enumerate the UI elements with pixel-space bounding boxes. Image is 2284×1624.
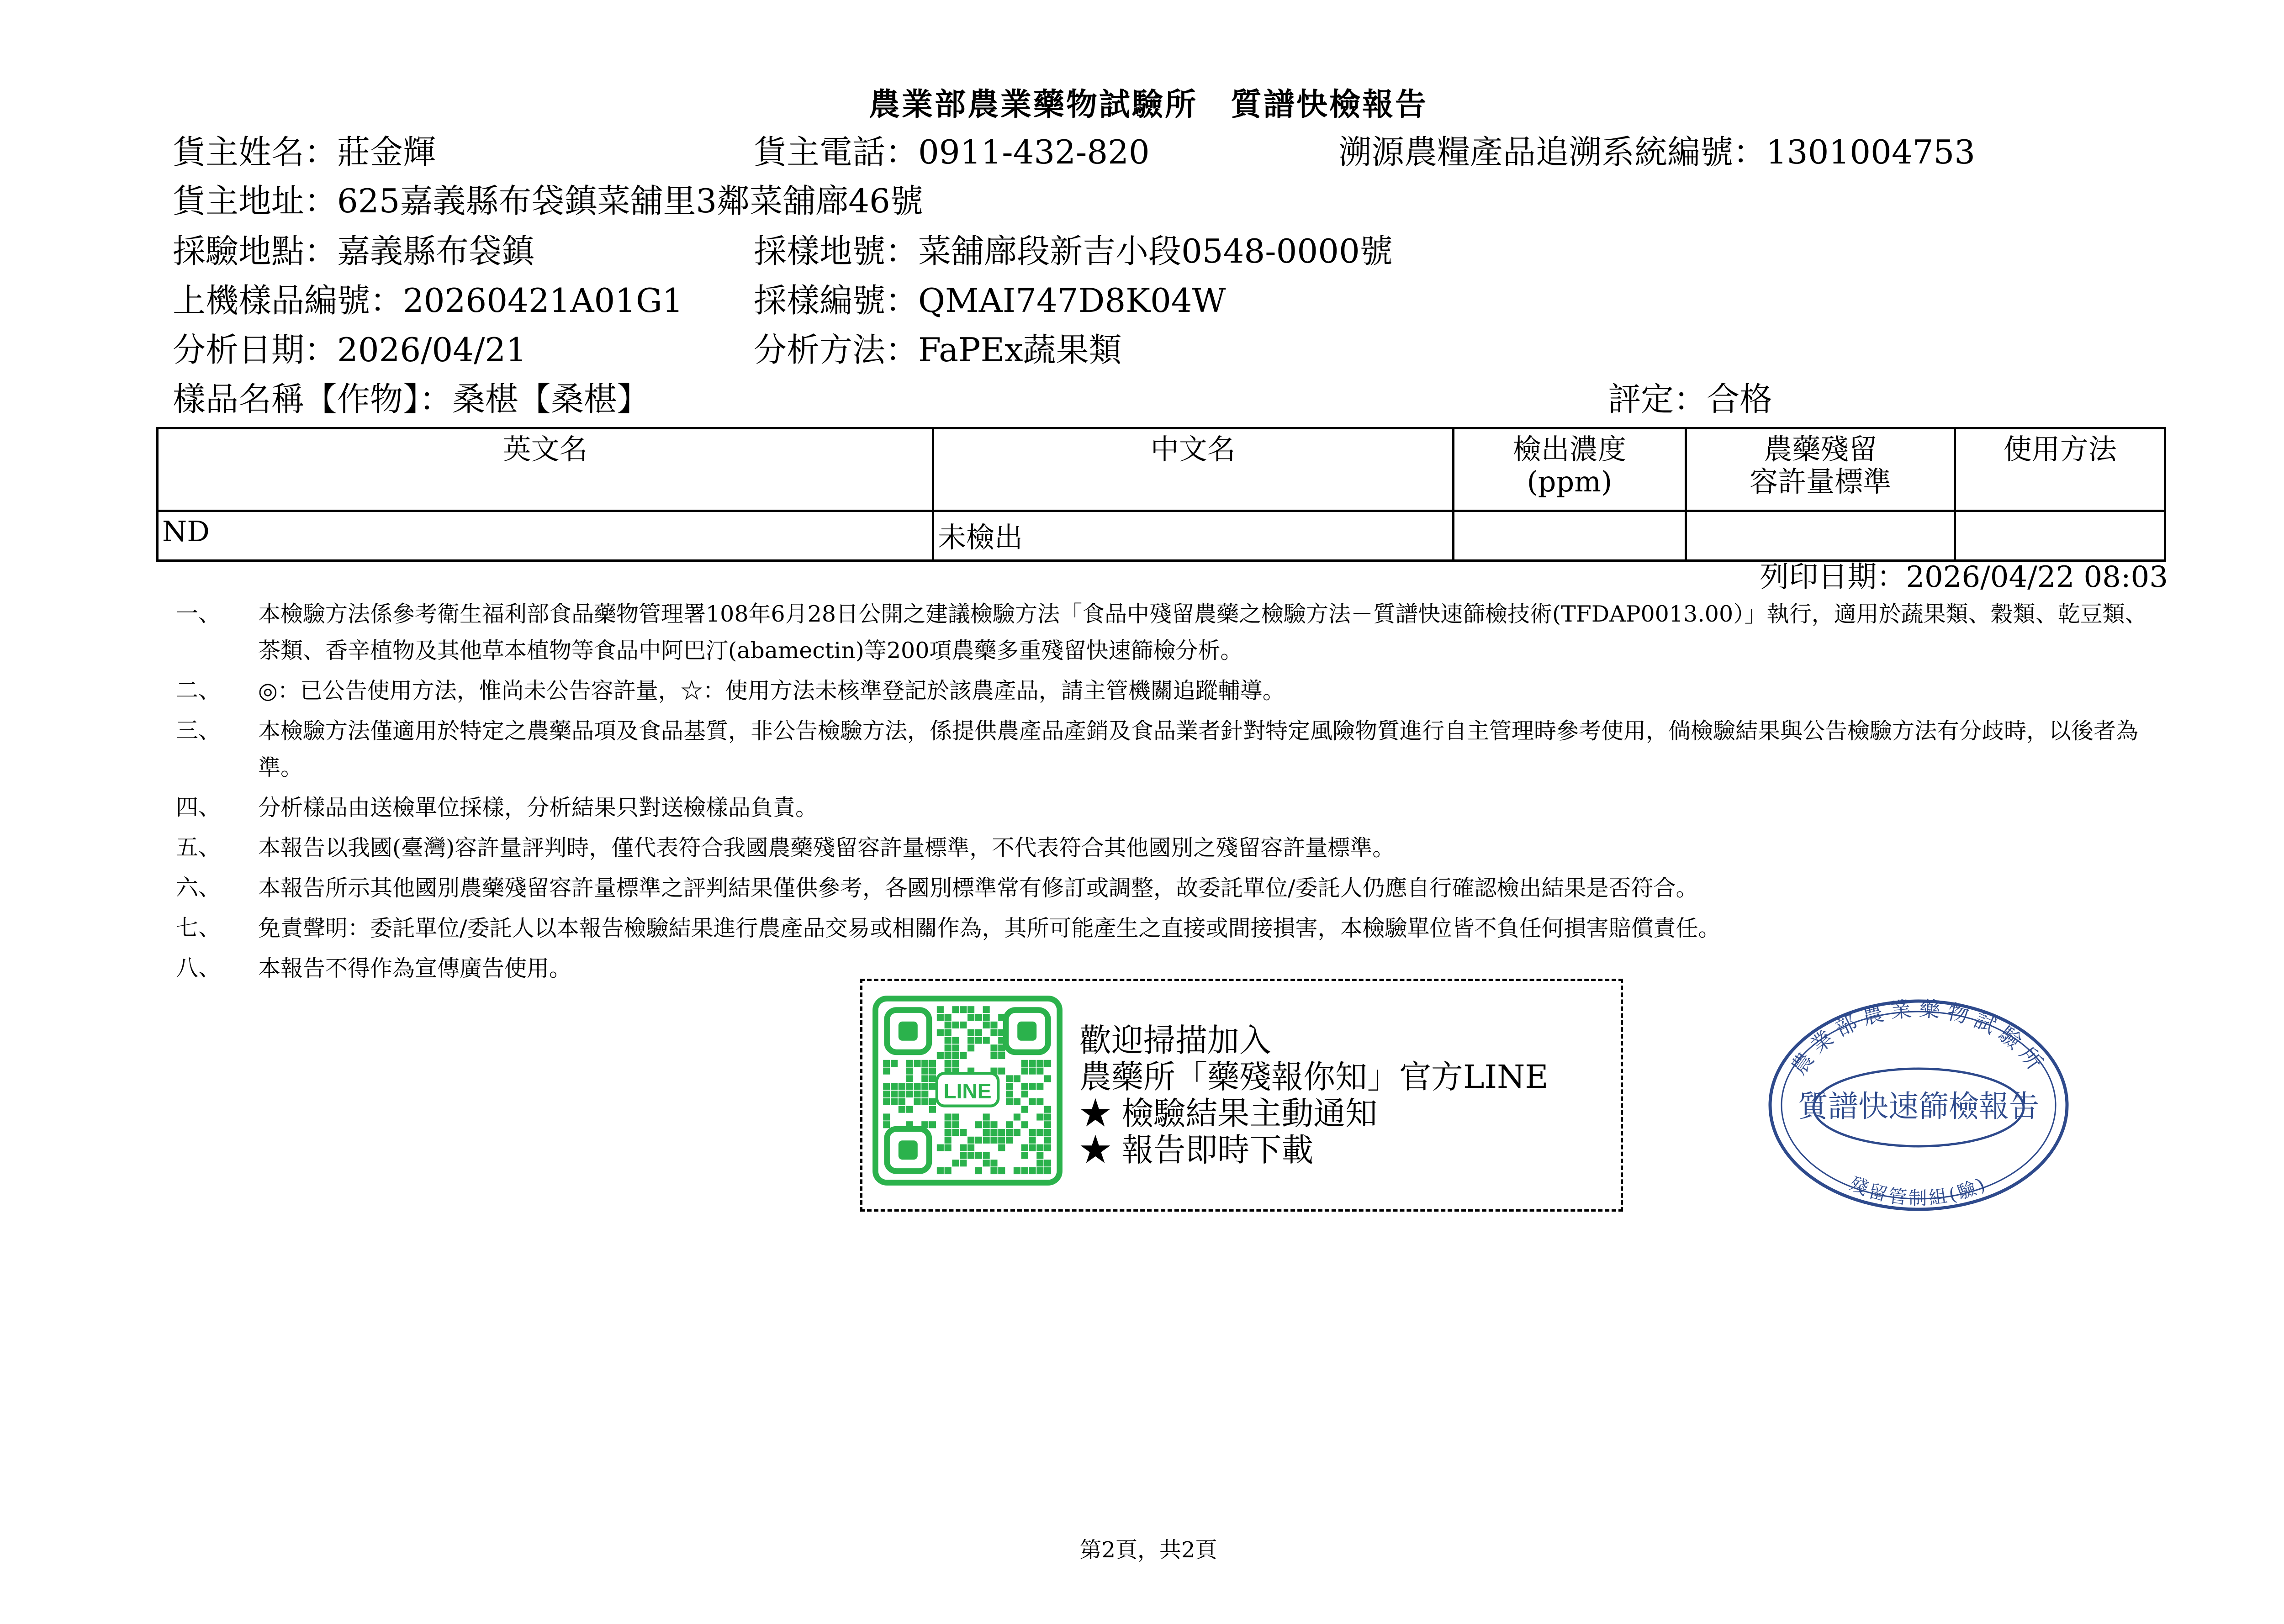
note-text: ◎：已公告使用方法，惟尚未公告容許量，☆：使用方法未核準登記於該農產品，請主管機關追蹤輔導。 (258, 678, 1285, 704)
owner-phone: 貨主電話：0911-432-820 (754, 133, 1150, 171)
header-concentration: 檢出濃度 (ppm) (1453, 428, 1686, 511)
header-chinese-name: 中文名 (933, 428, 1453, 511)
note-number: 三、 (176, 717, 221, 743)
note-text: 免責聲明：委託單位/委託人以本報告檢驗結果進行農產品交易或相關作為，其所可能產生之直接或間接損害，本檢驗單位皆不負任何損害賠償責任。 (258, 915, 1721, 941)
promo-line-2: 農藥所「藥殘報你知」官方LINE (1079, 1058, 1549, 1096)
list-item (169, 870, 2161, 907)
cell-concentration (1453, 511, 1686, 561)
notes-list (169, 596, 2161, 991)
cell-english-name: ND (158, 511, 933, 561)
note-number: 一、 (176, 601, 221, 627)
stamp-bottom-text: 殘留管制組(驗) (1846, 1173, 1991, 1209)
note-text: 本報告以我國(臺灣)容許量評判時，僅代表符合我國農藥殘留容許量標準，不代表符合其他國別之殘留容許量標準。 (258, 835, 1395, 861)
list-item (169, 910, 2161, 947)
svg-text:農業部農業藥物試驗所 (1786, 996, 2051, 1079)
note-text: 分析樣品由送檢單位採樣，分析結果只對送檢樣品負責。 (258, 795, 818, 821)
list-item (169, 713, 2161, 786)
owner-address: 貨主地址：625嘉義縣布袋鎮菜舖里3鄰菜舖廍46號 (173, 182, 923, 220)
promo-line-3: ★ 檢驗結果主動通知 (1079, 1095, 1378, 1132)
evaluation-result: 評定：合格 (1608, 380, 1773, 418)
header-usage: 使用方法 (1955, 428, 2165, 511)
list-item (169, 673, 2161, 709)
sampling-place: 採驗地點：嘉義縣布袋鎮 (173, 232, 535, 270)
stamp-top-text: 農業部農業藥物試驗所 (1786, 996, 2051, 1080)
analysis-date: 分析日期：2026/04/21 (173, 331, 527, 369)
note-text: 本報告不得作為宣傳廣告使用。 (258, 955, 572, 981)
note-text: 本檢驗方法係參考衛生福利部食品藥物管理署108年6月28日公開之建議檢驗方法「食品中殘留農藥之檢驗方法－質譜快速篩檢技術(TFDAP0013.00）」執行，適用於蔬果類、穀類、乾豆類、茶類、香辛植物及其他草本植物等食品中阿巴汀(abamectin)等200項農藥多重殘留快速篩檢分析。 (258, 601, 2147, 664)
note-number: 七、 (176, 915, 221, 941)
line-qr-code[interactable] (872, 995, 1063, 1186)
list-item (169, 790, 2161, 826)
note-number: 五、 (176, 834, 221, 860)
stamp-center-text: 質譜快速篩檢報告 (1798, 1089, 2039, 1124)
header-english-name: 英文名 (158, 428, 933, 511)
table-header-row (158, 428, 2165, 511)
promo-line-4: ★ 報告即時下載 (1079, 1131, 1314, 1169)
analysis-method: 分析方法：FaPEx蔬果類 (754, 331, 1122, 369)
page-footer: 第2頁，共2頁 (1079, 1537, 1217, 1563)
note-number: 四、 (176, 794, 221, 820)
list-item (169, 830, 2161, 866)
note-text: 本報告所示其他國別農藥殘留容許量標準之評判結果僅供參考，各國別標準常有修訂或調整，故委託單位/委託人仍應自行確認檢出結果是否符合。 (258, 875, 1698, 901)
trace-number: 溯源農糧產品追溯系統編號：1301004753 (1338, 133, 1976, 171)
machine-sample-number: 上機樣品編號：20260421A01G1 (173, 281, 683, 320)
line-logo-text: LINE (943, 1079, 992, 1103)
owner-name: 貨主姓名：莊金輝 (173, 133, 436, 171)
promo-line-1: 歡迎掃描加入 (1079, 1022, 1271, 1059)
print-date: 列印日期：2026/04/22 08:03 (1760, 560, 2168, 594)
promo-text (1079, 1022, 1548, 1168)
line-promo-box (860, 979, 1623, 1212)
results-table (156, 427, 2166, 562)
header-mrl: 農藥殘留 容許量標準 (1686, 428, 1955, 511)
sampling-lot: 採樣地號：菜舖廍段新吉小段0548-0000號 (754, 232, 1393, 270)
note-number: 二、 (176, 677, 221, 703)
note-number: 八、 (176, 955, 221, 981)
list-item (169, 596, 2161, 669)
note-number: 六、 (176, 875, 221, 901)
cell-chinese-name: 未檢出 (933, 511, 1453, 561)
note-text: 本檢驗方法僅適用於特定之農藥品項及食品基質，非公告檢驗方法，係提供農產品產銷及食品業者針對特定風險物質進行自主管理時參考使用，倘檢驗結果與公告檢驗方法有分歧時，以後者為準。 (258, 718, 2139, 780)
sample-name: 樣品名稱【作物】：桑椹【桑椹】 (173, 380, 650, 418)
sampling-number: 採樣編號：QMAI747D8K04W (754, 281, 1226, 320)
official-stamp (1763, 996, 2074, 1215)
report-title: 農業部農業藥物試驗所 質譜快檢報告 (868, 86, 1428, 123)
